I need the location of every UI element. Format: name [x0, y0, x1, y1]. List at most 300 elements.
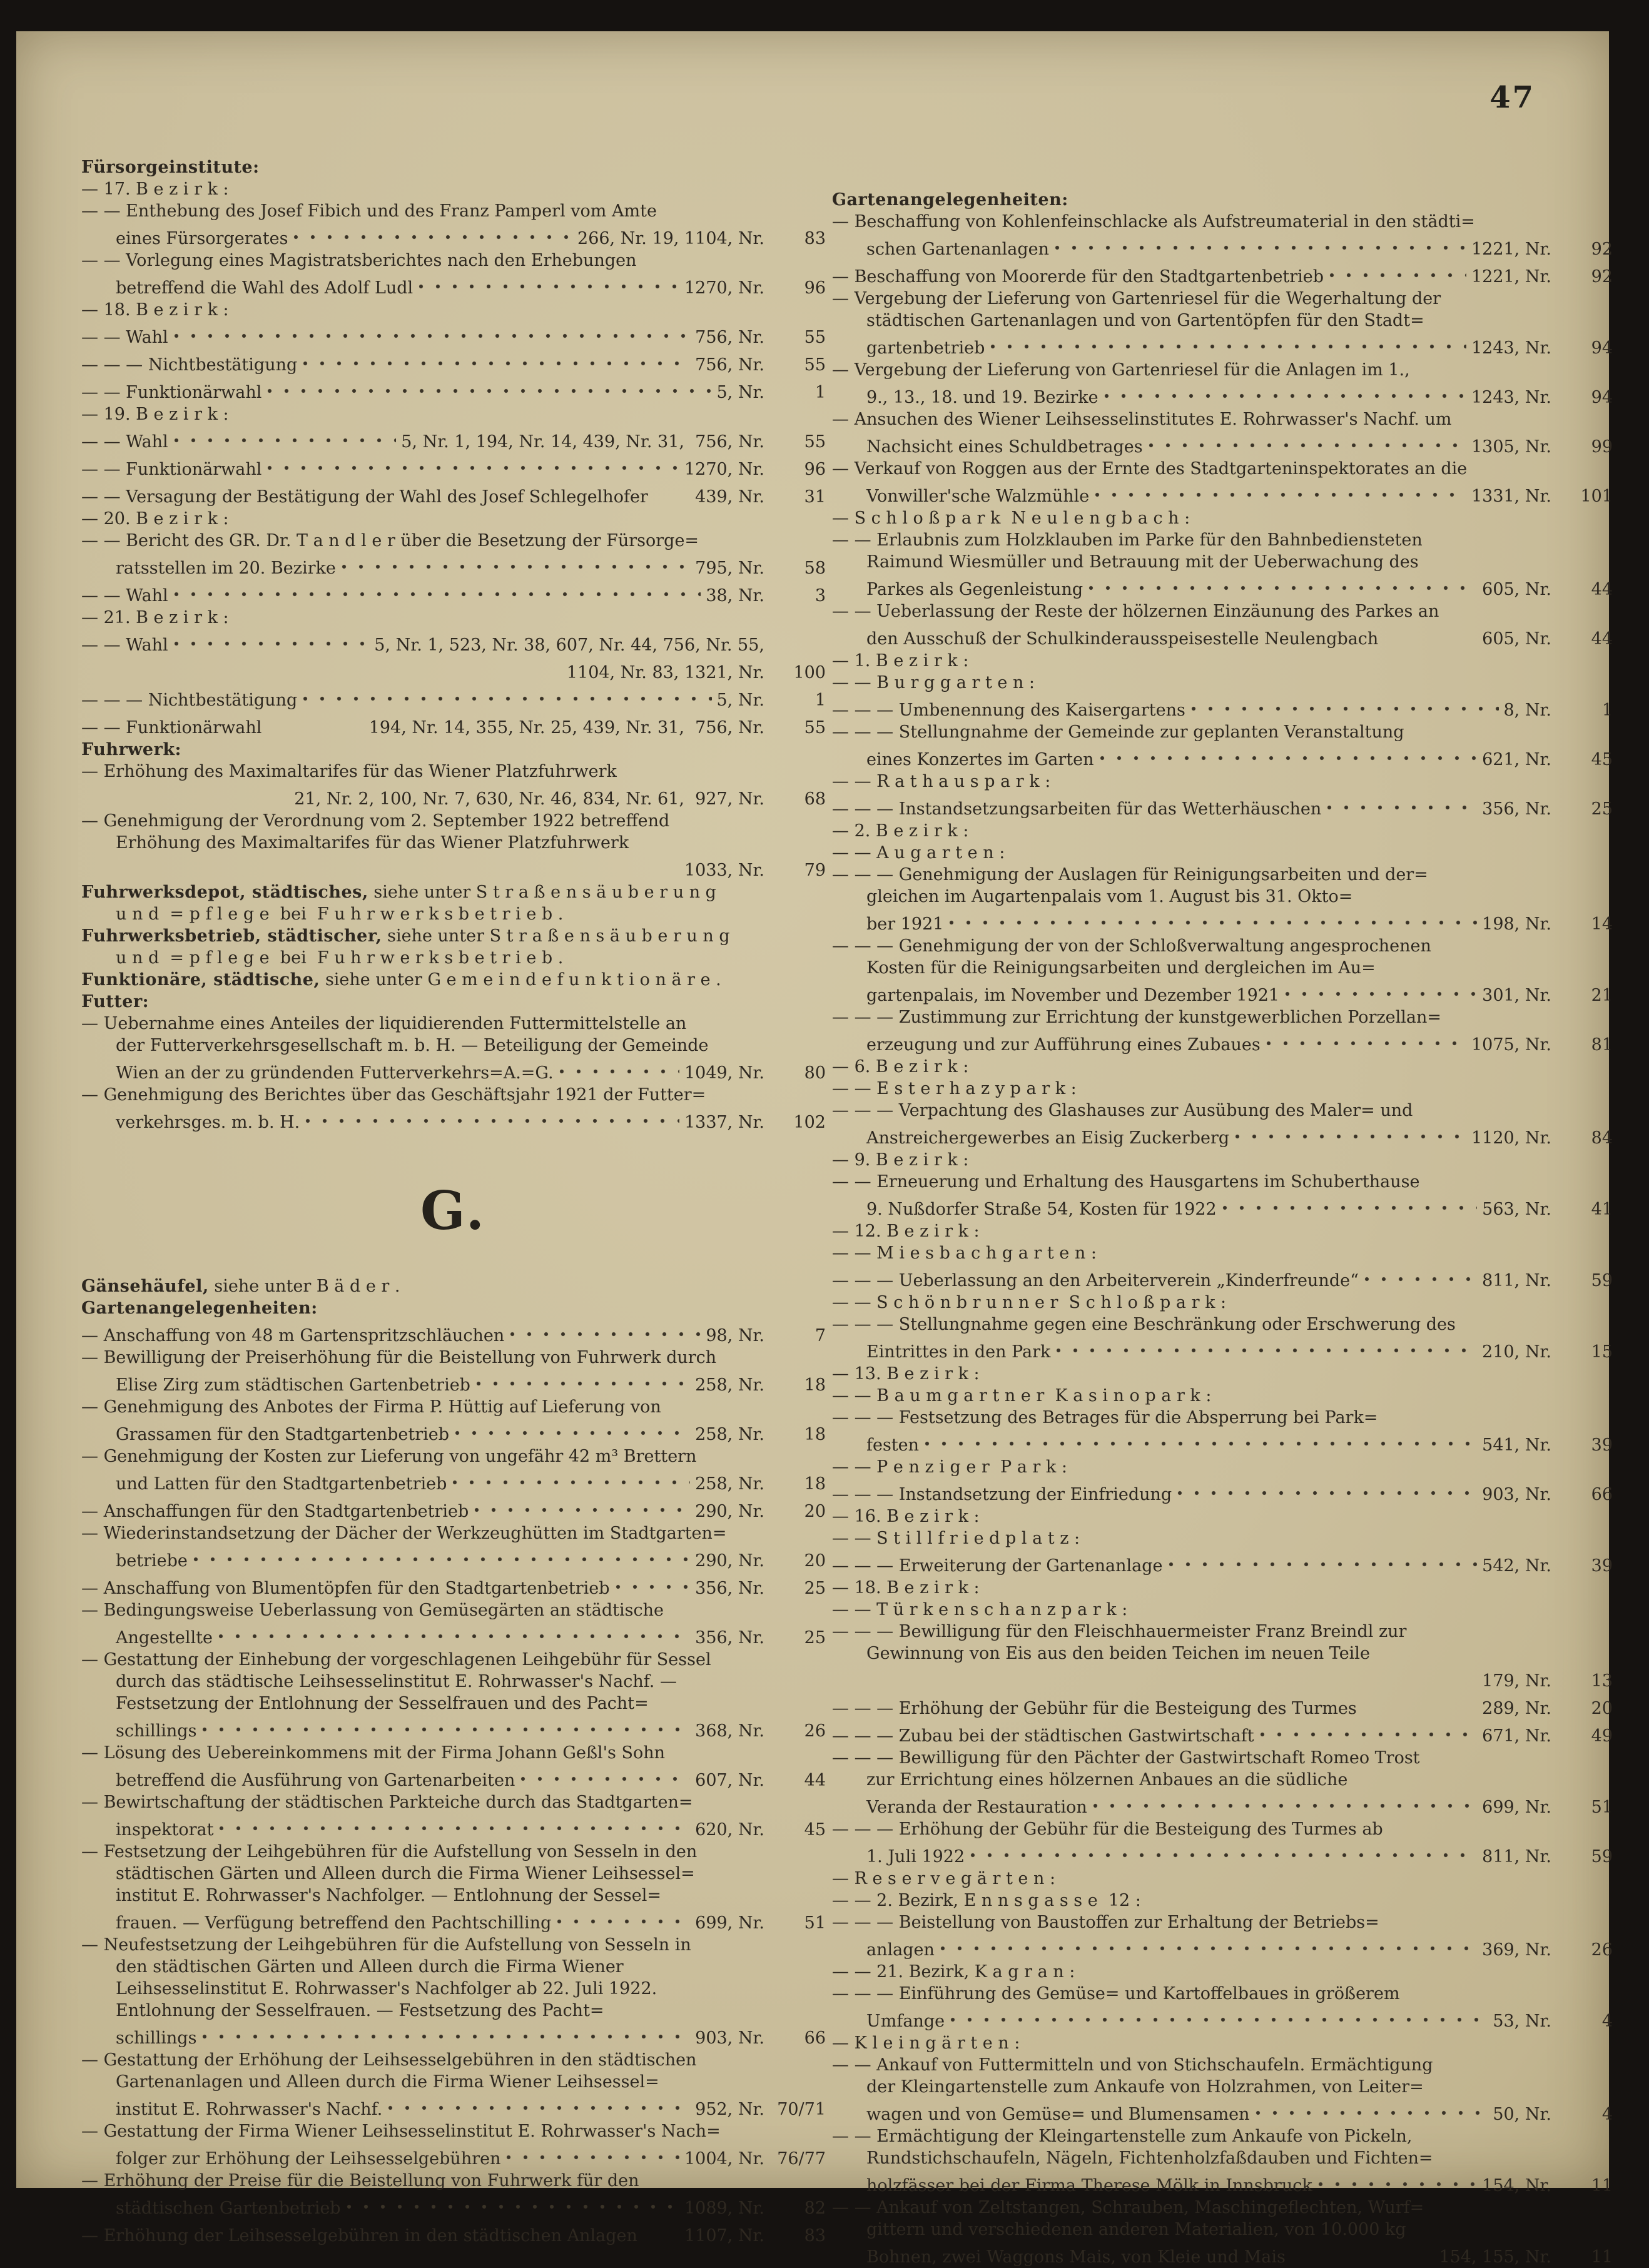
index-entry-text: institut E. Rohrwasser's Nachfolger. — Entlohnung der Sessel=	[116, 1886, 661, 1905]
dot-leader	[218, 1813, 690, 1835]
index-line	[81, 1813, 826, 1841]
index-entry-text: wagen und von Gemüse= und Blumensamen	[866, 2105, 1250, 2124]
index-line	[81, 925, 826, 947]
index-line	[81, 2000, 826, 2022]
reference-number: 811, Nr.	[1482, 1847, 1551, 1866]
dot-leader	[1088, 573, 1477, 595]
index-line	[832, 1983, 1613, 2005]
issue-number: 83	[804, 2226, 826, 2245]
index-line	[832, 1643, 1613, 1664]
dot-leader	[346, 2192, 679, 2214]
reference-number: 8, Nr.	[1503, 701, 1551, 720]
index-entry-text: — S c h l o ß p a r k N e u l e n g b a c h :	[832, 509, 1190, 528]
index-entry-text: — — — Erhöhung der Gebühr für die Besteigung des Turmes ab	[832, 1820, 1383, 1839]
index-entry-text: betriebe	[116, 1551, 188, 1571]
reference-number: 756, Nr.	[695, 328, 764, 347]
index-entry-text: — Erhöhung des Maximaltarifes für das Wiener Platzfuhrwerk	[81, 762, 617, 781]
reference-number: 1221, Nr.	[1471, 267, 1551, 286]
index-entry-text: Anstreichergewerbes an Eisig Zuckerberg	[866, 1128, 1230, 1148]
issue-number: 11	[1591, 2247, 1613, 2267]
index-entry-text: — — Wahl	[81, 432, 168, 452]
issue-number: 25	[1591, 799, 1613, 819]
issue-number: 92	[1591, 240, 1613, 259]
index-entry-text: Kosten für die Reinigungsarbeiten und dergleichen im Au=	[866, 958, 1376, 978]
index-line	[832, 2032, 1613, 2054]
reference-number: 368, Nr.	[695, 1721, 764, 1741]
index-entry-text: eines Konzertes im Garten	[866, 750, 1094, 769]
index-line	[81, 1544, 826, 1572]
index-entry-text: — Bedingungsweise Ueberlassung von Gemüsegärten an städtische	[81, 1601, 664, 1620]
dot-leader	[1329, 260, 1466, 282]
index-entry-text: — Genehmigung des Berichtes über das Geschäftsjahr 1921 der Futter=	[81, 1085, 706, 1105]
issue-number: 79	[804, 861, 826, 880]
index-line	[81, 969, 826, 991]
issue-number: 55	[804, 432, 826, 452]
index-line	[81, 1319, 826, 1347]
index-line	[81, 656, 826, 684]
issue-number: 14	[1591, 914, 1613, 934]
issue-number: 4	[1601, 2012, 1613, 2031]
dot-leader	[387, 2093, 690, 2115]
index-line	[81, 881, 826, 903]
issue-number: 1	[814, 691, 826, 710]
reference-number: 258, Nr.	[695, 1425, 764, 1444]
index-line	[81, 903, 826, 925]
index-entry-text: — — — Instandsetzungsarbeiten für das Wetterhäuschen	[832, 799, 1322, 819]
issue-number: 39	[1591, 1556, 1613, 1576]
index-line	[832, 792, 1613, 820]
leader-spacer	[1383, 622, 1477, 644]
dot-leader	[1148, 430, 1466, 452]
index-headword: Gänsehäufel,	[81, 1277, 209, 1296]
reference-number: 1075, Nr.	[1471, 1035, 1551, 1055]
index-line	[81, 684, 826, 711]
dot-leader	[1054, 233, 1466, 255]
index-entry-text: — Bewilligung der Preiserhöhung für die Beistellung von Fuhrwerk durch	[81, 1348, 717, 1367]
index-entry-text: schillings	[116, 1721, 197, 1741]
issue-number: 18	[804, 1474, 826, 1494]
index-line	[832, 2098, 1613, 2125]
index-line	[81, 453, 826, 480]
reference-number: 811, Nr.	[1482, 1271, 1551, 1290]
index-line	[832, 233, 1613, 260]
index-entry-text: — — Erneuerung und Erhaltung des Hausgartens im Schuberthause	[832, 1172, 1420, 1192]
index-entry-text: — Verkauf von Roggen aus der Ernte des Stadtgarteninspektorates an die	[832, 459, 1468, 478]
index-line	[81, 1649, 826, 1671]
index-line	[832, 1577, 1613, 1599]
index-column-right	[832, 189, 1613, 2268]
index-entry-text: Grassamen für den Stadtgartenbetrieb	[116, 1425, 450, 1444]
index-entry-text: schillings	[116, 2028, 197, 2048]
reference-number: 198, Nr.	[1482, 914, 1551, 934]
dot-leader	[293, 222, 572, 244]
index-entry-text: — — — Umbenennung des Kaisergartens	[832, 701, 1185, 720]
index-entry-text: — — Enthebung des Josef Fibich und des Franz Pamperl vom Amte	[81, 201, 657, 221]
reference-number: 301, Nr.	[1482, 986, 1551, 1005]
index-line	[832, 1890, 1613, 1911]
index-line	[832, 1264, 1613, 1292]
index-line	[81, 579, 826, 607]
dot-leader	[305, 1106, 679, 1128]
index-headword: Gartenangelegenheiten:	[832, 190, 1068, 210]
index-line	[81, 1956, 826, 1978]
index-line	[832, 721, 1613, 743]
reference-number: 5, Nr.	[716, 691, 764, 710]
issue-number: 4	[1601, 2105, 1613, 2124]
index-line	[832, 1407, 1613, 1429]
index-entry-text: festen	[866, 1435, 920, 1455]
reference-number: 605, Nr.	[1482, 629, 1551, 649]
index-entry-text: anlagen	[866, 1940, 935, 1960]
index-line	[832, 694, 1613, 721]
index-entry-text: — Bewirtschaftung der städtischen Parkteiche durch das Stadtgarten=	[81, 1793, 693, 1812]
index-entry-text: siehe unter B ä d e r .	[208, 1277, 400, 1296]
reference-number: 1049, Nr.	[684, 1063, 764, 1083]
index-entry-text: — — S c h ö n b r u n n e r S c h l o ß p a r k :	[832, 1293, 1227, 1312]
index-line	[81, 782, 826, 810]
index-column-left	[81, 156, 826, 2247]
dot-leader	[474, 1495, 690, 1517]
index-entry-text: — — — Festsetzung des Betrages für die Absperrung bei Park=	[832, 1408, 1378, 1427]
dot-leader	[505, 2142, 679, 2164]
index-headword: Futter:	[81, 992, 150, 1011]
dot-leader	[970, 1840, 1477, 1862]
index-entry-text: betreffend die Ausführung von Gartenarbeiten	[116, 1771, 515, 1790]
index-line	[832, 1429, 1613, 1456]
dot-leader	[1099, 743, 1478, 765]
index-line	[832, 2147, 1613, 2169]
index-entry-text: — Vergebung der Lieferung von Gartenriesel für die Anlagen im 1.,	[832, 360, 1410, 380]
index-line	[81, 739, 826, 761]
index-entry-text: institut E. Rohrwasser's Nachf.	[116, 2100, 383, 2119]
issue-number: 101	[1580, 487, 1613, 506]
issue-number: 20	[804, 1551, 826, 1571]
issue-number: 55	[804, 718, 826, 737]
index-entry-text: — K l e i n g ä r t e n :	[832, 2033, 1020, 2053]
index-entry-text: — Genehmigung der Verordnung vom 2. September 1922 betreffend	[81, 811, 670, 831]
index-entry-text: — — — Zustimmung zur Errichtung der kunstgewerblichen Porzellan=	[832, 1008, 1442, 1027]
dot-leader	[266, 376, 711, 398]
index-entry-text: — Ansuchen des Wiener Leihsesselinstitutes E. Rohrwasser's Nachf. um	[832, 410, 1452, 429]
reference-number: 290, Nr.	[695, 1502, 764, 1521]
index-entry-text: — — — Genehmigung der Auslagen für Reinigungsarbeiten und der=	[832, 865, 1428, 884]
page-number: 47	[1489, 80, 1535, 115]
index-line	[832, 189, 1613, 211]
index-entry-text: — — Erlaubnis zum Holzklauben im Parke für den Bahnbediensteten	[832, 530, 1423, 550]
dot-leader	[1266, 1028, 1466, 1050]
index-line	[81, 1396, 826, 1418]
index-entry-text: — — Vorlegung eines Magistratsberichtes nach den Erhebungen	[81, 251, 637, 270]
index-line	[832, 1056, 1613, 1078]
index-entry-text: — Uebernahme eines Anteiles der liquidierenden Futtermittelstelle an	[81, 1014, 687, 1033]
index-entry-text: gleichen im Augartenpalais vom 1. August bis 31. Okto=	[866, 887, 1353, 906]
index-line	[81, 1035, 826, 1056]
index-line	[832, 1719, 1613, 1747]
index-line	[81, 991, 826, 1013]
index-entry-text: — — Ermächtigung der Kleingartenstelle zum Ankaufe von Pickeln,	[832, 2127, 1413, 2146]
reference-number: 1033, Nr.	[684, 861, 764, 880]
index-entry-text: holzfässer bei der Firma Therese Mölk in Innsbruck	[866, 2176, 1312, 2195]
issue-number: 3	[814, 586, 826, 605]
index-entry-text: siehe unter G e m e i n d e f u n k t i o n ä r e .	[320, 970, 721, 990]
reference-number: 210, Nr.	[1482, 1342, 1551, 1362]
index-entry-text: durch das städtische Leihsesselinstitut E. Rohrwasser's Nachf. —	[116, 1672, 677, 1691]
reference-number: 1243, Nr.	[1471, 388, 1551, 407]
reference-number: 1305, Nr.	[1471, 437, 1551, 457]
reference-number: 98, Nr.	[706, 1326, 764, 1345]
index-entry-text: — Festsetzung der Leihgebühren für die Aufstellung von Sesseln in den	[81, 1842, 698, 1861]
index-entry-text: — — — Bewilligung für den Fleischhauermeister Franz Breindl zur	[832, 1622, 1407, 1641]
reference-number: 369, Nr.	[1482, 1940, 1551, 1960]
index-entry-text: ratsstellen im 20. Bezirke	[116, 559, 336, 578]
dot-leader	[475, 1369, 690, 1390]
dot-leader	[950, 2005, 1488, 2027]
index-entry-text: — — Versagung der Bestätigung der Wahl des Josef Schlegelhofer	[81, 487, 648, 507]
index-entry-text: — — 21. Bezirk, K a g r a n :	[832, 1962, 1075, 1982]
issue-number: 66	[1591, 1485, 1613, 1504]
index-line	[81, 2120, 826, 2142]
index-entry-text: Leihsesselinstitut E. Rohrwasser's Nachfolger ab 22. Juli 1922.	[116, 1979, 657, 1998]
index-entry-text: Rundstichschaufeln, Nägeln, Fichtenholzfaßdauben und Fichten=	[866, 2149, 1433, 2168]
index-entry-text: — Gestattung der Einhebung der vorgeschlagenen Leihgebühr für Sessel	[81, 1650, 711, 1669]
dot-leader	[173, 629, 370, 651]
reference-number: 903, Nr.	[1482, 1485, 1551, 1504]
issue-number: 11	[1591, 2176, 1613, 2195]
issue-number: 45	[1591, 750, 1613, 769]
index-line	[81, 2071, 826, 2093]
reference-number: 699, Nr.	[695, 1913, 764, 1933]
dot-leader	[302, 348, 690, 370]
index-line	[832, 2197, 1613, 2219]
index-line	[832, 1769, 1613, 1791]
index-entry-text: Gartenanlagen und Alleen durch die Firma Wiener Leihsessel=	[116, 2072, 659, 2092]
index-entry-text: folger zur Erhöhung der Leihsesselgebühren	[116, 2149, 501, 2169]
index-line	[81, 2049, 826, 2071]
index-line	[832, 908, 1613, 935]
index-line	[832, 2054, 1613, 2076]
index-line	[832, 2240, 1613, 2268]
index-entry-text: — — A u g a r t e n :	[832, 843, 1005, 863]
dot-leader	[520, 1764, 690, 1786]
reference-number: 542, Nr.	[1482, 1556, 1551, 1576]
index-line	[81, 299, 826, 321]
index-entry-text: frauen. — Verfügung betreffend den Pachtschilling	[116, 1913, 552, 1933]
index-line	[81, 1572, 826, 1599]
index-line	[832, 529, 1613, 551]
leader-spacer	[1291, 2240, 1434, 2262]
leader-spacer	[86, 854, 679, 876]
index-line	[81, 1495, 826, 1522]
index-line	[81, 376, 826, 403]
leader-spacer	[86, 656, 562, 678]
index-line	[832, 211, 1613, 233]
dot-leader	[1222, 1193, 1477, 1215]
leader-spacer	[642, 2219, 679, 2241]
reference-number: 1243, Nr.	[1471, 338, 1551, 358]
reference-number: 50, Nr.	[1493, 2105, 1551, 2124]
index-line	[81, 425, 826, 453]
dot-leader	[1094, 480, 1466, 502]
issue-number: 13	[1591, 1671, 1613, 1691]
index-entry-text: schen Gartenanlagen	[866, 240, 1049, 259]
index-entry-text: Raimund Wiesmüller und Betrauung mit der Ueberwachung des	[866, 552, 1419, 572]
dot-leader	[940, 1933, 1477, 1955]
index-entry-text: städtischen Gartenbetrieb	[116, 2199, 341, 2218]
index-line	[832, 2169, 1613, 2197]
index-entry-text: — 19. B e z i r k :	[81, 405, 229, 424]
issue-number: 96	[804, 278, 826, 298]
reference-number: 952, Nr.	[695, 2100, 764, 2119]
index-headword: Gartenangelegenheiten:	[81, 1299, 318, 1318]
issue-number: 81	[1591, 1035, 1613, 1055]
index-line	[832, 1621, 1613, 1643]
reference-number: 1120, Nr.	[1471, 1128, 1551, 1148]
reference-number: 699, Nr.	[1482, 1798, 1551, 1817]
index-line	[81, 271, 826, 299]
index-entry-text: — — — Erweiterung der Gartenanlage	[832, 1556, 1163, 1576]
index-line	[81, 854, 826, 881]
index-headword: Fuhrwerk:	[81, 740, 182, 759]
index-line	[81, 1693, 826, 1714]
issue-number: 58	[804, 559, 826, 578]
issue-number: 44	[804, 1771, 826, 1790]
index-line	[832, 1527, 1613, 1549]
section-letter-heading: G.	[420, 1180, 487, 1242]
index-line	[832, 1791, 1613, 1818]
index-entry-text: erzeugung und zur Aufführung eines Zubaues	[866, 1035, 1261, 1055]
index-entry-text: — — Ueberlassung der Reste der hölzernen Einzäunung des Parkes an	[832, 602, 1439, 621]
index-line	[81, 1863, 826, 1885]
index-line	[81, 947, 826, 969]
index-entry-text: — 13. B e z i r k :	[832, 1364, 980, 1384]
reference-number: 356, Nr.	[1482, 799, 1551, 819]
reference-number: 1270, Nr.	[684, 460, 764, 479]
index-line	[832, 458, 1613, 480]
index-entry-text: — Lösung des Uebereinkommens mit der Firma Johann Geßl's Sohn	[81, 1743, 666, 1763]
index-entry-text: u n d = p f l e g e bei F u h r w e r k s b e t r i e b .	[116, 904, 564, 924]
reference-number: 1089, Nr.	[684, 2199, 764, 2218]
issue-number: 99	[1591, 437, 1613, 457]
reference-number: 289, Nr.	[1482, 1699, 1551, 1718]
dot-leader	[1104, 381, 1466, 403]
index-entry-text: siehe unter S t r a ß e n s ä u b e r u n g	[382, 926, 730, 946]
index-line	[81, 2142, 826, 2170]
index-line	[81, 1418, 826, 1445]
index-entry-text: — — — Ueberlassung an den Arbeiterverein „Kinderfreunde“	[832, 1271, 1359, 1290]
index-entry-text: — — — Einführung des Gemüse= und Kartoffelbaues in größerem	[832, 1984, 1400, 2003]
index-line	[81, 1275, 826, 1297]
leader-spacer	[86, 782, 289, 804]
index-entry-text: — — — Zubau bei der städtischen Gastwirtschaft	[832, 1726, 1254, 1746]
issue-number: 70/71	[777, 2100, 826, 2119]
reference-number: 563, Nr.	[1482, 1200, 1551, 1219]
index-line	[81, 1934, 826, 1956]
index-entry-text: — 9. B e z i r k :	[832, 1150, 969, 1170]
dot-leader	[1177, 1478, 1477, 1500]
index-line	[832, 1840, 1613, 1868]
index-entry-text: — Gestattung der Erhöhung der Leihsesselgebühren in den städtischen	[81, 2050, 697, 2070]
index-entry-text: — — S t i l l f r i e d p l a t z :	[832, 1529, 1080, 1548]
index-line	[832, 332, 1613, 359]
dot-leader	[1284, 979, 1477, 1001]
reference-number: 5, Nr.	[716, 383, 764, 402]
issue-number: 51	[1591, 1798, 1613, 1817]
dot-leader	[924, 1429, 1477, 1450]
index-line	[81, 1621, 826, 1649]
index-line	[81, 1906, 826, 1934]
index-line	[832, 1549, 1613, 1577]
index-entry-text: — — — Instandsetzung der Einfriedung	[832, 1485, 1172, 1504]
reference-number: 258, Nr.	[695, 1474, 764, 1494]
issue-number: 96	[804, 460, 826, 479]
index-line	[832, 1747, 1613, 1769]
index-line	[81, 2170, 826, 2192]
index-line	[832, 1911, 1613, 1933]
index-line	[832, 1314, 1613, 1335]
reference-number: 795, Nr.	[695, 559, 764, 578]
index-entry-text: Umfange	[866, 2012, 945, 2031]
leader-spacer	[1362, 1692, 1477, 1714]
index-entry-text: — — — Erhöhung der Gebühr für die Besteigung des Turmes	[832, 1699, 1357, 1718]
index-line	[832, 650, 1613, 672]
issue-number: 82	[804, 2199, 826, 2218]
index-line	[832, 1078, 1613, 1100]
index-line	[832, 1171, 1613, 1193]
index-line	[832, 842, 1613, 864]
index-entry-text: — Erhöhung der Leihsesselgebühren in den städtischen Anlagen	[81, 2226, 637, 2245]
dot-leader	[1259, 1719, 1478, 1741]
index-entry-text: — — — Stellungnahme gegen eine Beschränkung oder Erschwerung des	[832, 1315, 1456, 1334]
issue-number: 55	[804, 355, 826, 375]
index-line	[81, 552, 826, 579]
index-entry-text: — Vergebung der Lieferung von Gartenriesel für die Wegerhaltung der	[832, 289, 1441, 308]
dot-leader	[1255, 2098, 1488, 2120]
reference-number: 671, Nr.	[1482, 1726, 1551, 1746]
issue-number: 7	[814, 1326, 826, 1345]
index-line	[81, 1841, 826, 1863]
issue-number: 41	[1591, 1200, 1613, 1219]
index-headword: Funktionäre, städtische,	[81, 970, 320, 990]
index-entry-text: gartenpalais, im November und Dezember 1921	[866, 986, 1280, 1005]
index-entry-text: — Beschaffung von Moorerde für den Stadtgartenbetrieb	[832, 267, 1324, 286]
reference-number: 356, Nr.	[695, 1628, 764, 1648]
index-entry-text: — — Funktionärwahl	[81, 460, 262, 479]
index-entry-text: — — Funktionärwahl	[81, 383, 262, 402]
issue-number: 49	[1591, 1726, 1613, 1746]
dot-leader	[1190, 694, 1499, 716]
reference-number: 1104, Nr. 83, 1321, Nr.	[566, 663, 764, 682]
index-line	[832, 1193, 1613, 1220]
index-line	[832, 573, 1613, 600]
index-entry-text: — — Ankauf von Futtermitteln und von Stichschaufeln. Ermächtigung	[832, 2055, 1433, 2075]
index-line	[81, 2192, 826, 2219]
index-entry-text: 9. Nußdorfer Straße 54, Kosten für 1922	[866, 1200, 1217, 1219]
index-entry-text: 9., 13., 18. und 19. Bezirke	[866, 388, 1098, 407]
issue-number: 55	[804, 328, 826, 347]
index-line	[832, 957, 1613, 979]
index-line	[832, 408, 1613, 430]
index-entry-text: — Beschaffung von Kohlenfeinschlacke als Aufstreumaterial in den städti=	[832, 212, 1475, 231]
issue-number: 100	[793, 663, 826, 682]
index-entry-text: inspektorat	[116, 1820, 214, 1840]
index-line	[832, 507, 1613, 529]
reference-number: 1270, Nr.	[684, 278, 764, 298]
issue-number: 76/77	[777, 2149, 826, 2169]
dot-leader	[990, 332, 1466, 353]
index-entry-text: — 18. B e z i r k :	[81, 300, 229, 320]
index-entry-text: Entlohnung der Sesselfrauen. — Festsetzung des Pacht=	[116, 2001, 604, 2020]
leader-spacer	[266, 711, 363, 733]
